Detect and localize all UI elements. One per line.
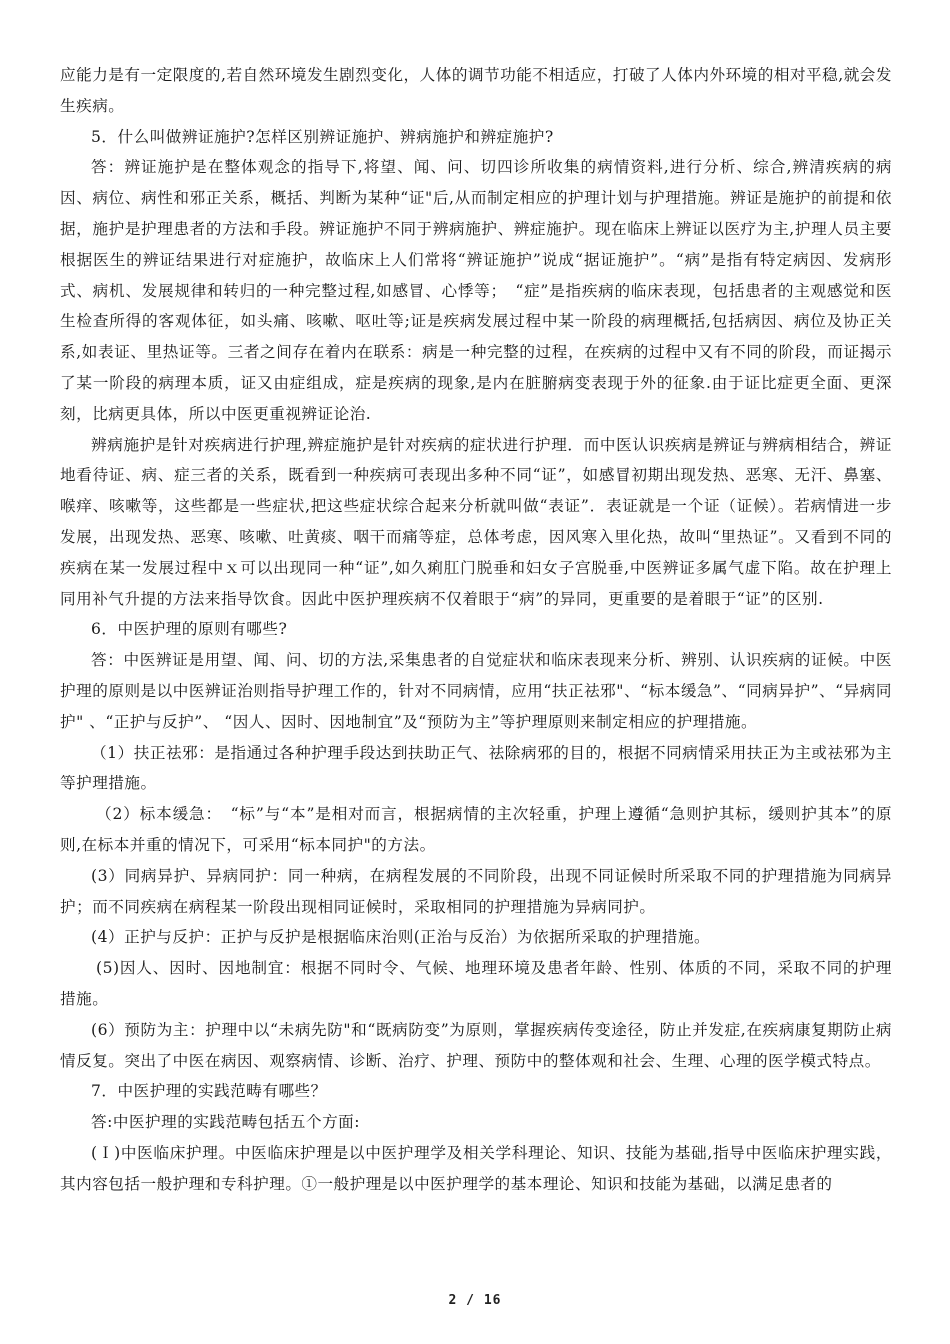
practice-1-item: (Ｉ)中医临床护理。中医临床护理是以中医护理学及相关学科理论、知识、技能为基础,指导中医临床护理实践，其内容包括一般护理和专科护理。①一般护理是以中医护理学的基本理论、知识和技能为基础，以满足患者的: [60, 1143, 892, 1193]
principle-2-item: （2）标本缓急： “标”与“本”是相对而言，根据病情的主次轻重，护理上遵循“急则护其标，缓则护其本”的原则,在标本并重的情况下，可采用“标本同护"的方法。: [60, 805, 892, 854]
answer-6-paragraph: 答：中医辨证是用望、闻、问、切的方法,采集患者的自觉症状和临床表现来分析、辨别、认识疾病的证候。中医护理的原则是以中医辨证治则指导护理工作的，针对不同病情，应用“扶正祛邪"、“标本缓急”、“同病异护”、“异病同护" 、“正护与反护”、 “因人、因时、因地制宜”及“预防为主”等护理原则来制定相应的护理措施。: [60, 651, 892, 731]
page-number: 2 / 16: [448, 1293, 502, 1308]
question-5-heading: 5．什么叫做辨证施护?怎样区别辨证施护、辨病施护和辨症施护?: [91, 127, 554, 146]
page-body: [60, 60, 892, 1199]
principle-3-item: (3）同病异护、异病同护：同一种病，在病程发展的不同阶段，出现不同证候时所采取不同的护理措施为同病异护；而不同疾病在病程某一阶段出现相同证候时，采取相同的护理措施为异病同护。: [60, 866, 892, 916]
answer-5-paragraph: 答：辨证施护是在整体观念的指导下,将望、闻、问、切四诊所收集的病情资料,进行分析、综合,辨清疾病的病因、病位、病性和邪正关系，概括、判断为某种“证"后,从而制定相应的护理计划与护理措施。辨证是施护的前提和依据，施护是护理患者的方法和手段。辨证施护不同于辨病施护、辨症施护。现在临床上辨证以医疗为主,护理人员主要根据医生的辨证结果进行对症施护，故临床上人们常将“辨证施护”说成“据证施护”。“病”是指有特定病因、发病形式、病机、发展规律和转归的一种完整过程,如感冒、心悸等； “症”是指疾病的临床表现，包括患者的主观感觉和医生检查所得的客观体征，如头痛、咳嗽、呕吐等;证是疾病发展过程中某一阶段的病理概括,包括病因、病位及协正关系,如表证、里热证等。三者之间存在着内在联系：病是一种完整的过程，在疾病的过程中又有不同的阶段，而证揭示了某一阶段的病理本质，证又由症组成，症是疾病的现象,是内在脏腑病变表现于外的征象.由于证比症更全面、更深刻，比病更具体，所以中医更重视辨证论治.: [60, 158, 892, 423]
question-6-heading: 6．中医护理的原则有哪些?: [91, 620, 288, 639]
answer-7-intro: 答:中医护理的实践范畴包括五个方面:: [91, 1113, 361, 1132]
principle-4-item: (4）正护与反护：正护与反护是根据临床治则(正治与反治）为依据所采取的护理措施。: [91, 928, 711, 947]
paragraph-continuation: 应能力是有一定限度的,若自然环境发生剧烈变化，人体的调节功能不相适应，打破了人体内外环境的相对平稳,就会发生疾病。: [60, 66, 892, 115]
principle-6-item: (6）预防为主：护理中以“未病先防"和“既病防变”为原则，掌握疾病传变途径，防止并发症,在疾病康复期防止病情反复。突出了中医在病因、观察病情、诊断、治疗、护理、预防中的整体观和社会、生理、心理的医学模式特点。: [60, 1020, 892, 1070]
question-7-heading: 7．中医护理的实践范畴有哪些？: [91, 1082, 327, 1101]
answer-5-paragraph-2: 辨病施护是针对疾病进行护理,辨症施护是针对疾病的症状进行护理．而中医认识疾病是辨证与辨病相结合，辨证地看待证、病、症三者的关系，既看到一种疾病可表现出多种不同“证”，如感冒初期出现发热、恶寒、无汗、鼻塞、喉痒、咳嗽等，这些都是一些症状,把这些症状综合起来分析就叫做“表证”．表证就是一个证（证候）。若病情进一步发展，出现发热、恶寒、咳嗽、吐黄痰、咽干而痛等症，总体考虑，因风寒入里化热，故叫“里热证”。又看到不同的疾病在某一发展过程中ｘ可以出现同一种“证”,如久痢肛门脱垂和妇女子宫脱垂,中医辨证多属气虚下陷。故在护理上同用补气升提的方法来指导饮食。因此中医护理疾病不仅着眼于“病”的异同，更重要的是着眼于“证”的区别.: [60, 435, 892, 608]
principle-1-item: （1）扶正祛邪：是指通过各种护理手段达到扶助正气、祛除病邪的目的，根据不同病情采用扶正为主或祛邪为主等护理措施。: [60, 743, 892, 793]
principle-5-item: (5)因人、因时、因地制宜：根据不同时令、气候、地理环境及患者年龄、性别、体质的不同，采取不同的护理措施。: [60, 959, 892, 1008]
